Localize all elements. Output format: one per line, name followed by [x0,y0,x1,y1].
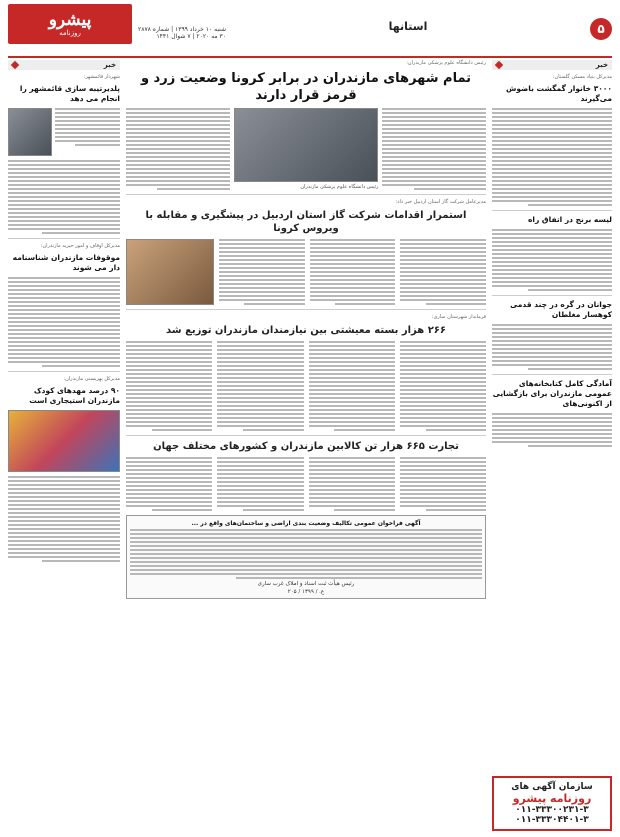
left-story1-block [8,108,120,156]
story2-headline: استمرار اقدامات شرکت گاز استان اردبیل در پیشگیری و مقابله با ویروس کرونا [145,210,467,234]
right-news-tag-label: خبر [595,61,608,69]
story3-headline: ۲۶۶ هزار بسته معیشتی بین نیازمندان مازندران توزیع شد [165,325,446,336]
divider [492,295,612,296]
left-story1-body [55,108,120,156]
masthead [8,4,612,54]
dateline [138,26,226,40]
left-story1-body-cont [8,160,120,234]
right-story3-body [492,324,612,370]
lead-body-a [382,108,486,190]
right-story4-headline: آمادگی کامل کتابخانه‌های عمومی مازندران برای بازگشایی از اکنونی‌های [492,379,612,408]
divider [8,371,120,372]
right-column [492,60,612,831]
page-number: ۵ [590,18,612,40]
story4-headline: تجارت ۶۶۵ هزار تن کالابین مازندران و کشورهای مختلف جهان [153,441,459,452]
left-story3-kicker: مدیرکل بهزیستی مازندران: [63,376,120,382]
divider [126,309,486,310]
header-rule [8,56,612,58]
lead-photo-block [234,108,379,190]
dateline-issue: شنبه ۱۰ خرداد ۱۳۹۹ | شماره ۲۸۷۸ [138,26,226,33]
left-story1-kicker: شهردار قائمشهر: [83,74,120,80]
left-story2-kicker: مدیرکل اوقاف و امور خیریه مازندران: [40,243,120,249]
story2-body [126,239,486,305]
story3-body [126,341,486,431]
right-story4-body [492,413,612,447]
left-news-tag [8,60,120,70]
public-notice [126,515,486,599]
middle-column [126,60,486,831]
divider [126,435,486,436]
left-story1-headline: پلدیرتیبه سازی قائمشهر را انجام می دهد [19,84,120,103]
notice-headline: آگهی فراخوان عمومی تکالیف وضعیت بندی اراضی و ساختمان‌های واقع در ... [191,520,421,527]
diamond-icon [495,61,503,69]
newspaper-logo [8,4,132,44]
right-story3-headline: جوانان در گره در چند قدمی کوهسار مغلطان [510,300,612,319]
right-story1-kicker: مدیرکل بنیاد مسکن گلستان: [552,74,612,80]
divider [492,210,612,211]
left-story3-body [8,476,120,562]
left-story3-photo [8,410,120,472]
columns [8,60,612,831]
diamond-icon [11,61,19,69]
lead-photo-caption: رئیس دانشگاه علوم پزشکی مازندران [300,184,379,190]
right-news-tag [492,60,612,70]
lead-story [126,108,486,190]
notice-body [130,529,482,579]
lead-kicker: رئیس دانشگاه علوم پزشکی مازندران: [406,60,486,66]
right-story2-headline: لیسه برنج در اتفاق راه [528,215,612,224]
right-story1-headline: ۳۰۰۰ خانوار گمگشت باضوش می‌گیرند [505,84,612,103]
right-story2-body [492,229,612,291]
left-story2-headline: موقوفات مازندران شناسنامه دار می شوند [12,253,120,272]
right-story1-body [492,108,612,206]
section-title: استانها [388,20,428,33]
ad-phone-1: ۰۱۱-۳۳۳۰۰۲۳۱-۳ [515,805,589,815]
divider [492,374,612,375]
ad-contact-box [492,776,612,831]
story2-kicker: مدیرعامل شرکت گاز استان اردبیل خبر داد: [395,199,486,205]
story4-body [126,457,486,511]
left-story3-headline: ۹۰ درصد مهدهای کودک مازندران استیجاری است [29,386,120,405]
left-news-tag-label: خبر [103,61,116,69]
left-story2-body [8,277,120,367]
divider [8,238,120,239]
dateline-date: ۳۰ مه ۲۰۲۰ | ۷ شوال ۱۴۴۱ [156,33,226,40]
logo-title: پیشرو [48,10,92,30]
ad-newspaper-name: روزنامه پیشرو [512,792,592,805]
ad-phone-2: ۰۱۱-۳۳۳۰۴۴۰۱-۳ [515,815,589,825]
lead-photo [234,108,379,182]
logo-subtitle: روزنامه [59,29,81,37]
left-story1-photo [8,108,52,156]
lead-body-b [126,108,230,190]
story3-kicker: فرماندار شهرستان ساری: [431,314,486,320]
notice-signature: رئیس هیأت ثبت اسناد و املاک غرب ساری [257,581,355,587]
divider [126,194,486,195]
ad-title: سازمان آگهی های [511,782,593,792]
notice-reference: ع. / ۱۳۹۹ / ۲۰۵ [287,589,325,595]
left-column [8,60,120,831]
story2-photo [126,239,214,305]
lead-headline: تمام شهرهای مازندران در برابر کرونا وضعیت زرد و قرمز قرار دارند [140,71,472,103]
